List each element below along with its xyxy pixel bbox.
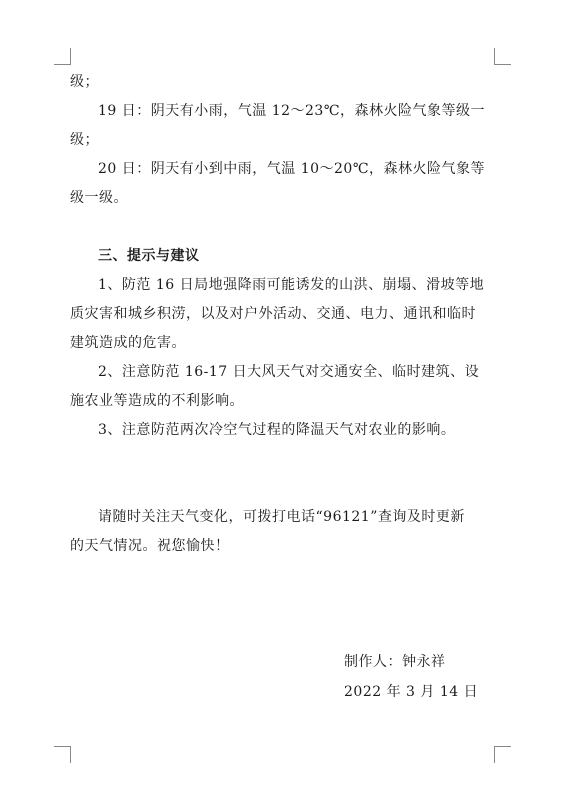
corner-mark-top-left xyxy=(54,48,71,65)
date-line: 2022 年 3 月 14 日 xyxy=(344,684,479,700)
forecast-line: 19 日：阴天有小雨，气温 12～23℃，森林火险气象等级一 xyxy=(98,103,486,119)
forecast-line: 20 日：阴天有小到中雨，气温 10～20℃，森林火险气象等 xyxy=(98,161,486,177)
forecast-line: 级； xyxy=(70,74,99,90)
tip-line: 施农业等造成的不利影响。 xyxy=(70,393,244,409)
blank-line xyxy=(70,213,494,242)
signature-block xyxy=(344,647,478,707)
tip-line: 3、注意防范两次冷空气过程的降温天气对农业的影响。 xyxy=(98,422,456,438)
tip-line: 2、注意防范 16-17 日大风天气对交通安全、临时建筑、设 xyxy=(98,364,480,380)
forecast-line: 级； xyxy=(70,132,99,148)
closing-line: 的天气情况。祝您愉快！ xyxy=(70,538,230,554)
tip-line: 质灾害和城乡积涝，以及对户外活动、交通、电力、通讯和临时 xyxy=(70,306,476,322)
corner-mark-bottom-right xyxy=(494,746,511,763)
closing-line: 请随时关注天气变化，可拨打电话“96121”查询及时更新 xyxy=(98,509,465,525)
blank-line xyxy=(70,445,494,474)
section-heading: 三、提示与建议 xyxy=(98,248,200,264)
document-body xyxy=(70,68,494,561)
tip-line: 1、防范 16 日局地强降雨可能诱发的山洪、崩塌、滑坡等地 xyxy=(98,277,485,293)
corner-mark-top-right xyxy=(494,48,511,65)
author-line: 制作人：钟永祥 xyxy=(344,654,446,670)
tip-line: 建筑造成的危害。 xyxy=(70,335,186,351)
corner-mark-bottom-left xyxy=(54,746,71,763)
forecast-line: 级一级。 xyxy=(70,190,128,206)
blank-line xyxy=(70,474,494,503)
